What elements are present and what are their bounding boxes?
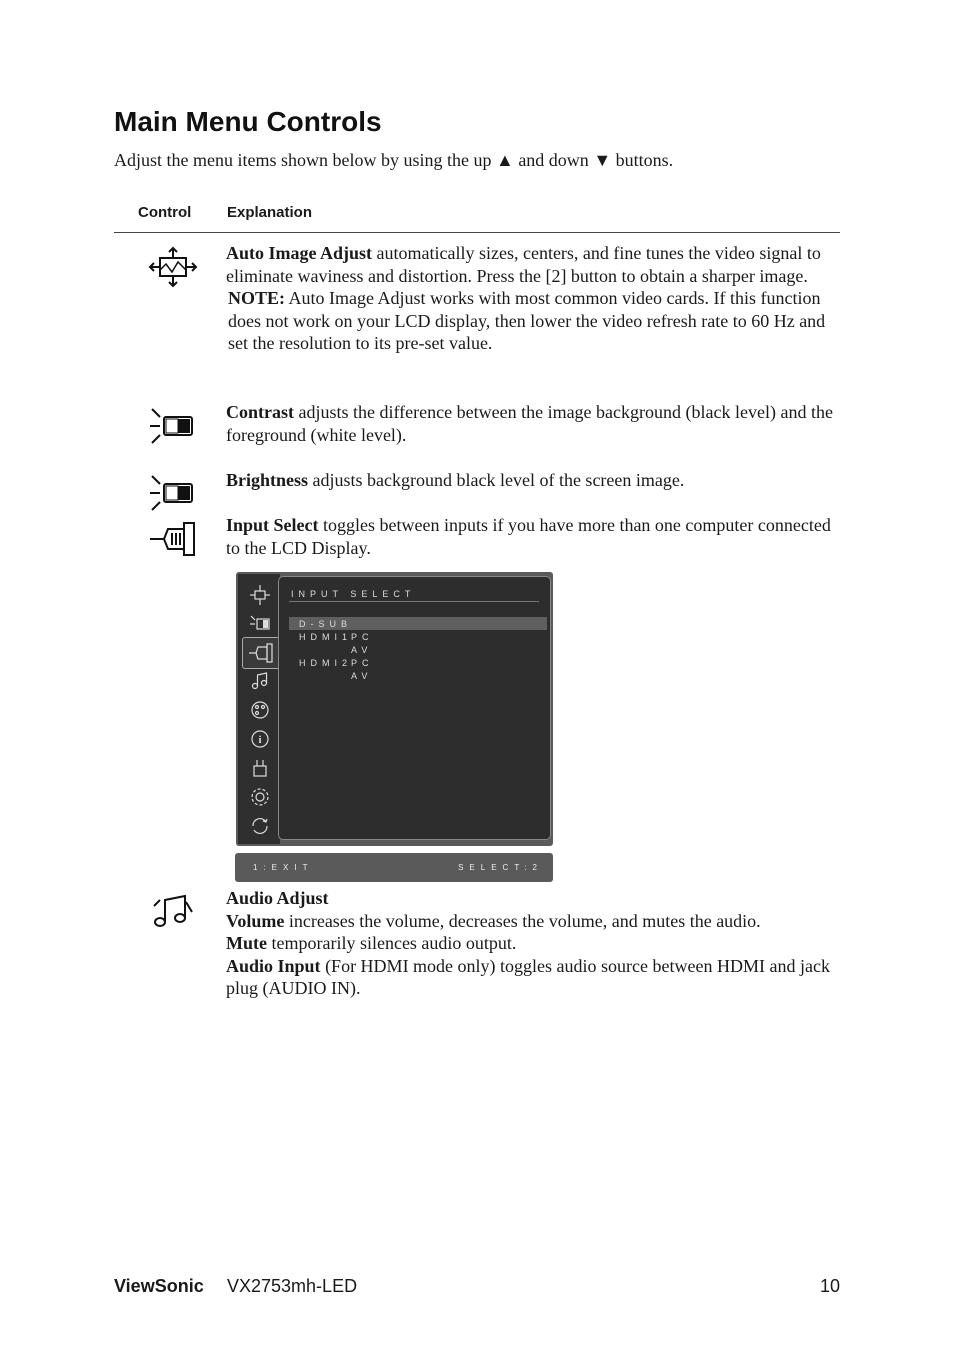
osd-row-source[interactable]: D-SUB — [299, 619, 353, 629]
auto-image-adjust-term: Auto Image Adjust — [226, 243, 373, 263]
input-select-description — [226, 514, 840, 559]
osd-main-panel — [278, 576, 551, 840]
volume-term: Volume — [226, 910, 285, 931]
up-arrow-icon: ▲ — [495, 150, 514, 170]
osd-row-mode[interactable]: PC — [351, 632, 374, 642]
osd-row-mode[interactable]: PC — [351, 658, 374, 668]
osd-sidebar — [238, 574, 280, 844]
osd-auto-image-adjust-icon — [249, 584, 271, 606]
intro-part: and down — [518, 150, 589, 170]
contrast-description — [226, 401, 840, 446]
page-number: 10 — [819, 1276, 840, 1296]
osd-row-mode[interactable]: AV — [351, 645, 373, 655]
intro-part: Adjust the menu items shown below by using the up — [114, 150, 492, 170]
osd-color-icon — [249, 699, 271, 721]
audio-adjust-description — [226, 887, 840, 1000]
osd-title-divider — [289, 601, 539, 602]
mute-term: Mute — [226, 933, 267, 953]
header-divider — [114, 232, 840, 233]
column-header-control: Control — [138, 204, 192, 221]
contrast-text: adjusts the difference between the image background (black level) and the foreground (white level). — [226, 402, 833, 445]
input-select-text: toggles between inputs if you have more than one computer connected to the LCD Display. — [226, 515, 831, 558]
brightness-description — [226, 469, 840, 492]
osd-exit-label: 1:EXIT — [253, 863, 314, 872]
page-title: Main Menu Controls — [114, 106, 382, 137]
osd-row-source[interactable]: HDMI2 — [299, 658, 353, 668]
osd-information-icon — [249, 728, 271, 750]
intro-part: buttons. — [615, 150, 674, 170]
osd-row-source[interactable]: HDMI1 — [299, 632, 353, 642]
osd-contrast-icon — [249, 613, 271, 635]
brightness-term: Brightness — [226, 470, 309, 490]
auto-image-adjust-description — [226, 242, 840, 355]
auto-image-adjust-icon — [146, 244, 200, 290]
osd-input-select-icon — [242, 637, 283, 669]
contrast-icon — [146, 404, 200, 450]
down-arrow-icon: ▼ — [593, 150, 612, 170]
osd-title: INPUT SELECT — [291, 589, 416, 599]
intro-text — [114, 150, 673, 171]
note-text: Auto Image Adjust works with most common video cards. If this function does not work on your LCD display, then lower the video refresh rate to 60 Hz and set the resolution to its pre-set value. — [228, 288, 826, 353]
footer-brand: ViewSonic — [114, 1276, 204, 1296]
osd-button-bar — [235, 853, 553, 882]
audio-adjust-heading: Audio Adjust — [226, 888, 329, 908]
osd-audio-icon — [249, 670, 271, 692]
audio-input-term: Audio Input — [226, 955, 321, 976]
auto-image-adjust-text: automatically sizes, centers, and fine tunes the video signal to eliminate waviness and distortion. Press the [2] button to obtain a sharper image. — [226, 243, 821, 286]
audio-adjust-icon — [146, 890, 200, 936]
note-label: NOTE: — [228, 288, 286, 308]
brightness-icon — [146, 471, 200, 517]
column-header-explanation: Explanation — [227, 204, 313, 221]
brightness-text: adjusts background black level of the screen image. — [308, 470, 685, 490]
osd-setup-menu-icon — [249, 786, 271, 808]
osd-menu-screenshot — [236, 572, 553, 846]
mute-text: temporarily silences audio output. — [266, 933, 517, 953]
osd-row-mode[interactable]: AV — [351, 671, 373, 681]
input-select-term: Input Select — [226, 515, 319, 535]
osd-memory-recall-icon — [249, 815, 271, 837]
contrast-term: Contrast — [226, 402, 294, 422]
audio-input-text: (For HDMI mode only) toggles audio source between HDMI and jack plug (AUDIO IN). — [226, 955, 830, 998]
volume-text: increases the volume, decreases the volume, and mutes the audio. — [284, 910, 761, 931]
osd-select-label: SELECT:2 — [458, 863, 543, 872]
footer-model: VX2753mh-LED — [227, 1276, 358, 1296]
svg-text:i: i — [258, 734, 262, 746]
input-select-icon — [146, 517, 200, 563]
osd-manual-image-adjust-icon — [249, 757, 271, 779]
